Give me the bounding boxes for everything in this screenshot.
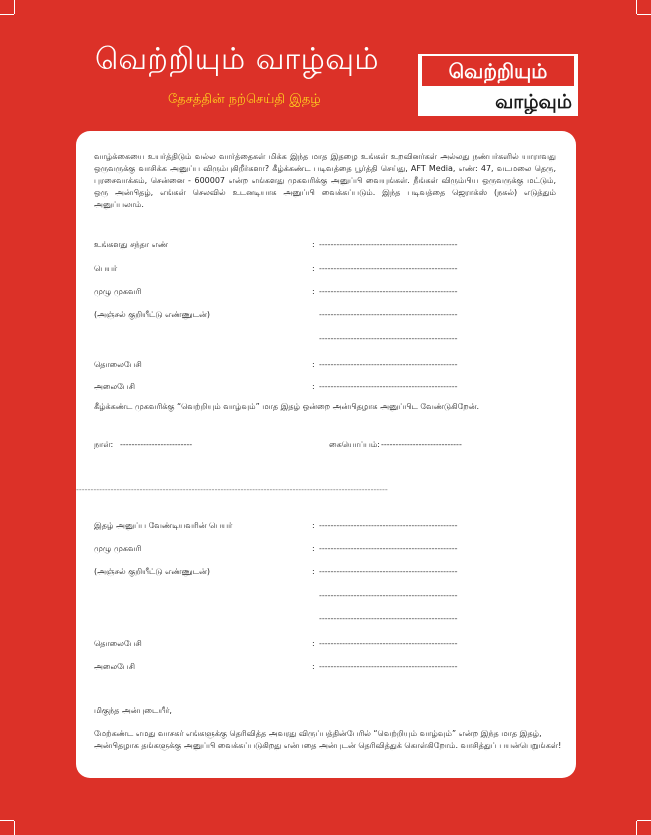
date-line[interactable]: -------------------------: [120, 440, 193, 449]
recipient-pincode-line[interactable]: ------------------------------------------------: [319, 567, 458, 576]
section-separator: ------------------------------------------------------------------------------------------------------------: [76, 485, 388, 494]
field-colon: :: [312, 382, 315, 391]
date-label: நாள்:: [94, 440, 114, 449]
field-colon: :: [312, 567, 315, 576]
field-label-recipient-address: முழு முகவரி: [94, 544, 142, 553]
field-label-phone: தொலைபேசி: [94, 360, 142, 369]
field-colon: :: [312, 662, 315, 671]
recipient-phone-line[interactable]: ------------------------------------------------: [319, 639, 458, 648]
subscriber-no-line[interactable]: ------------------------------------------------: [319, 240, 458, 249]
signature-label: கையொப்பம்:: [329, 440, 380, 449]
field-colon: :: [312, 639, 315, 648]
field-label-recipient-pincode: (அஞ்சல் குறியீட்டு எண்ணுடன்): [94, 567, 210, 576]
field-colon: :: [312, 264, 315, 273]
magazine-logo: [418, 54, 578, 116]
gift-form-panel: [76, 131, 576, 778]
request-text: கீழ்க்கண்ட முகவரிக்கு “வெற்றியும் வாழ்வும்” மாத இதழ் ஒன்றை அன்பிதழாக அனுப்பிட வேண்டுகிறேன்.: [94, 402, 480, 411]
address-line-3[interactable]: ------------------------------------------------: [319, 334, 458, 343]
field-label-recipient-mobile: அலைபேசி: [94, 662, 135, 671]
crop-mark: [637, 820, 651, 821]
recipient-name-line[interactable]: ------------------------------------------------: [319, 521, 458, 530]
phone-line[interactable]: ------------------------------------------------: [319, 360, 458, 369]
crop-mark: [637, 14, 651, 15]
field-label-recipient-phone: தொலைபேசி: [94, 639, 142, 648]
address-line-2[interactable]: ------------------------------------------------: [319, 310, 458, 319]
magazine-tagline: தேசத்தின் நற்செய்தி இதழ்: [168, 92, 321, 107]
field-label-pincode: (அஞ்சல் குறியீட்டு எண்ணுடன்): [94, 310, 210, 319]
field-colon: :: [312, 240, 315, 249]
field-label-recipient-name: இதழ் அனுப்ப வேண்டியவரின் பெயர்: [94, 521, 233, 530]
address-line[interactable]: ------------------------------------------------: [319, 287, 458, 296]
field-colon: :: [312, 544, 315, 553]
closing-paragraph: மேற்கண்ட எமது வாசகர் எங்களுக்கு தெரிவித்த அவரது விருப்பத்தின்பேரில் “வெற்றியும் வாழ்வும்” என்ற இந்த மாத இதழ், அன்பிதழாக தங்களுக்கு அனுப்பி வைக்கப்படுகிறது என்பதை அன்புடன் தெரிவித்துக் கொள்கிறோம். வாசித்துப் பயன்பெறுங்கள்!: [94, 729, 562, 750]
crop-mark: [636, 821, 637, 835]
crop-mark: [14, 821, 15, 835]
salutation: மிகுந்த அன்புடையீர்,: [94, 706, 172, 715]
field-label-subscriber-no: உங்களது சந்தா எண்: [94, 240, 168, 249]
name-line[interactable]: ------------------------------------------------: [319, 264, 458, 273]
logo-top-text: வெற்றியும்: [422, 56, 574, 86]
crop-mark: [0, 820, 14, 821]
field-label-name: பெயர்: [94, 264, 118, 273]
crop-mark: [636, 0, 637, 14]
magazine-title: வெற்றியும் வாழ்வும்: [95, 42, 380, 77]
field-colon: :: [312, 287, 315, 296]
intro-paragraph: வாழ்க்கையை உயர்த்திடும் வல்ல வார்த்தைகள் மிக்க இந்த மாத இதழை உங்கள் உறவினர்கள் அல்லது நண்பர்களில் யாராவது ஒருவருக்கு வாசிக்க அனுப்ப விரும்புகிறீர்களா? கீழ்க்கண்ட படிவத்தை பூர்த்தி செய்து, AFT Media, எண்: 47, வடமலை தெரு, புரசைவாக்கம், சென்னை - 600007 என்ற எங்களது முகவரிக்கு அனுப்பி வையுங்கள். நீங்கள் விரும்பிய ஒருவருக்கு மட்டும், ஒரு அன்பிதழ், எங்கள் செலவில் உடனடியாக அனுப்பி வைக்கப்படும். இந்த படிவத்தை ஜெராக்ஸ் (நகல்) எடுத்தும் அனுப்பலாம்.: [94, 152, 556, 209]
logo-bottom-text: வாழ்வும்: [495, 91, 572, 113]
field-colon: :: [312, 360, 315, 369]
field-label-mobile: அலைபேசி: [94, 382, 135, 391]
field-colon: :: [312, 521, 315, 530]
mobile-line[interactable]: ------------------------------------------------: [319, 382, 458, 391]
signature-line[interactable]: ----------------------------: [381, 440, 462, 449]
recipient-mobile-line[interactable]: ------------------------------------------------: [319, 662, 458, 671]
crop-mark: [0, 14, 14, 15]
recipient-address-line-3[interactable]: ------------------------------------------------: [319, 614, 458, 623]
recipient-address-line-2[interactable]: ------------------------------------------------: [319, 591, 458, 600]
field-label-address: முழு முகவரி: [94, 287, 142, 296]
crop-mark: [14, 0, 15, 14]
recipient-address-line[interactable]: ------------------------------------------------: [319, 544, 458, 553]
